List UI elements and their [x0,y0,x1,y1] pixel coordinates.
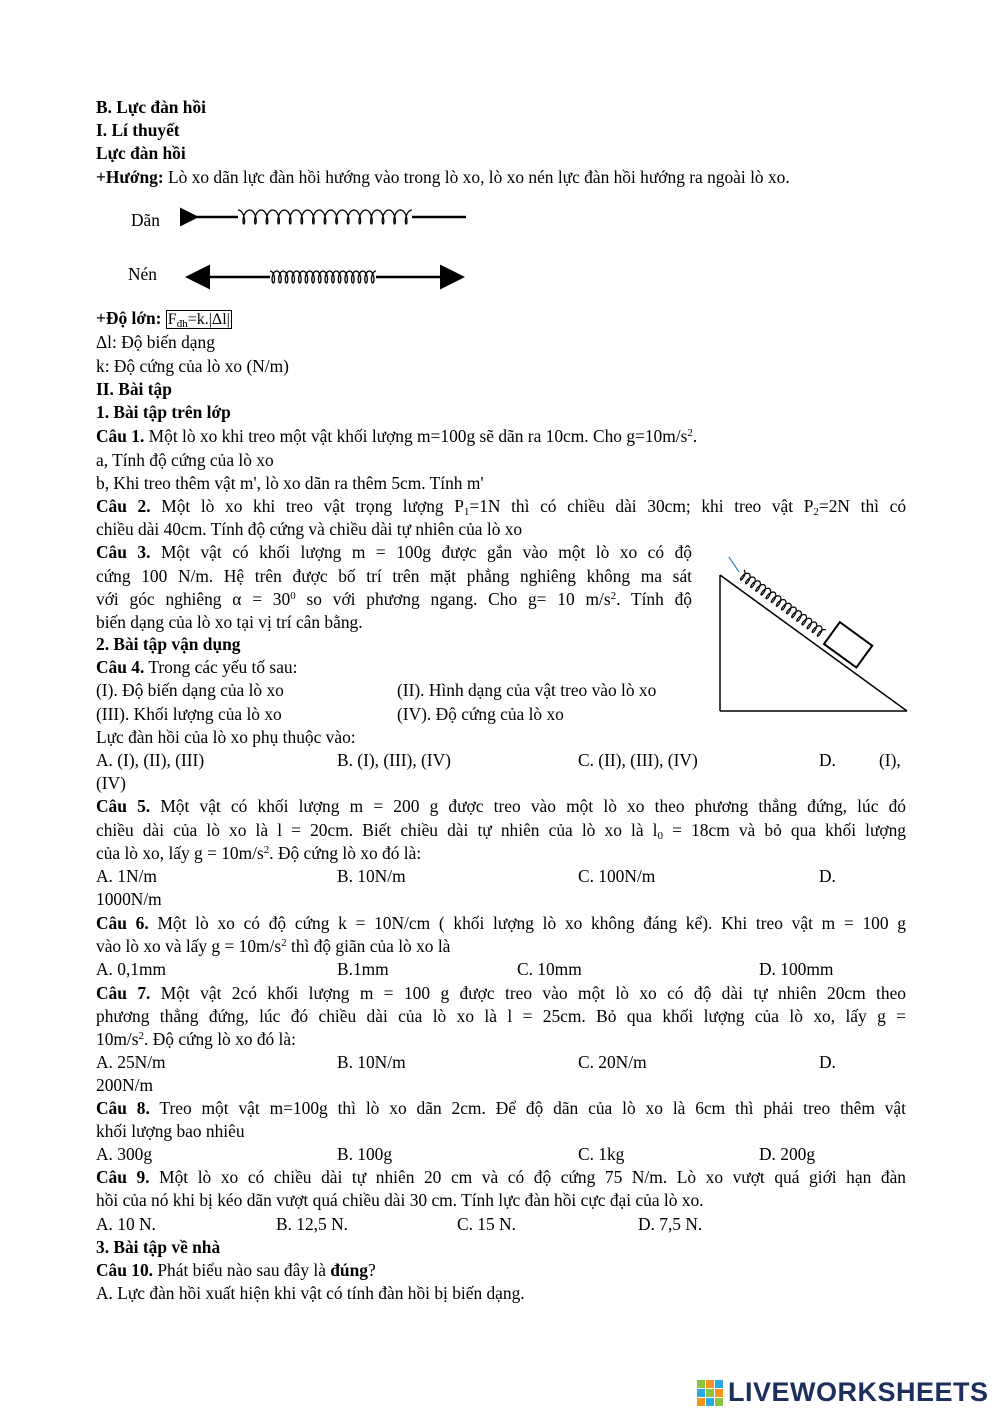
q5-line-1: Câu 5. Một vật có khối lượng m = 200 g được treo vào một lò xo theo phương thẳng đứng, lúc đó [96,796,906,816]
direction-text: Lò xo dãn lực đàn hồi hướng vào trong lò xo, lò xo nén lực đàn hồi hướng ra ngoài lò xo. [163,167,790,187]
home-exercises-title: 3. Bài tập về nhà [96,1237,221,1257]
q3-line-1: Câu 3. Một vật có khối lượng m = 100g được gắn vào một lò xo có độ [96,542,692,562]
q3-line-2: cứng 100 N/m. Hệ trên được bố trí trên mặt phẳng nghiêng không ma sát [96,566,692,586]
direction-line [96,166,906,188]
stretched-label: Dãn [131,210,160,230]
q10-option-a: A. Lực đàn hồi xuất hiện khi vật có tính đàn hồi bị biến dạng. [96,1283,525,1303]
q1-part-a: a, Tính độ cứng của lò xo [96,450,274,470]
compressed-coil [270,271,376,283]
magnitude-label: +Độ lớn: [96,308,162,328]
exercises-title: II. Bài tập [96,379,172,399]
q8-line-1: Câu 8. Treo một vật m=100g thì lò xo dãn 2cm. Để độ dãn của lò xo là 6cm thì phải treo thêm vật [96,1098,906,1118]
q2-line-1: Câu 2. Một lò xo khi treo vật trọng lượng $P_1=1N$ thì có chiều dài 30cm; khi treo vật $P_2=2N$ thì có [96,496,907,518]
q7-option-d-cont: 200N/m [96,1075,154,1095]
q4-option-d-cont: (IV) [96,773,126,793]
incline-wall-mount [729,557,739,572]
q6-line-2: vào lò xo và lấy $g = 10m/s^2$ thì độ giãn của lò xo là [96,936,451,956]
stretched-coil [238,210,412,224]
theory-subtitle: Lực đàn hồi [96,143,186,163]
q8-line-2: khối lượng bao nhiêu [96,1121,245,1141]
theory-title: I. Lí thuyết [96,120,180,140]
q7-line-2: phương thẳng đứng, lúc đó chiều dài của lò xo là l = 25cm. Bỏ qua khối lượng của lò xo, lấy g = [96,1006,906,1026]
q2-line-2: chiều dài 40cm. Tính độ cứng và chiều dài tự nhiên của lò xo [96,519,523,539]
q6-line-1: Câu 6. Một lò xo có độ cứng k = 10N/cm ( khối lượng lò xo không đáng kể). Khi treo vật m = 100 g [96,913,906,933]
q4-text: Câu 4. Trong các yếu tố sau: [96,657,298,677]
stretched-spring [194,210,466,224]
q5-line-3: của lò xo, lấy $g = 10m/s^2$. Độ cứng lò xo đó là: [96,843,422,863]
k-definition: k: Độ cứng của lò xo (N/m) [96,356,289,376]
liveworksheets-brand: LIVEWORKSHEETS [728,1377,989,1407]
q5-line-2: chiều dài của lò xo là l = 20cm. Biết chiều dài tự nhiên của lò xo là $l_0 = 18cm$ và bỏ qua khối lượng [96,820,906,842]
q7-line-3: $10m/s^2$. Độ cứng lò xo đó là: [96,1029,296,1049]
class-exercises-title: 1. Bài tập trên lớp [96,402,231,422]
section-title: B. Lực đàn hồi [96,97,206,117]
compressed-label: Nén [128,264,157,284]
delta-l-definition: Δl: Độ biến dạng [96,332,215,352]
q7-line-1: Câu 7. Một vật 2có khối lượng m = 100 g được treo vào một lò xo có độ dài tự nhiên 20cm theo [96,983,906,1003]
compressed-spring [190,271,460,283]
q3-line-3: với góc nghiêng $\alpha = 30^0$ so với phương ngang. Cho g= 10 $m/s^2$. Tính độ [96,589,692,609]
liveworksheets-logo-icon [697,1376,725,1410]
direction-label: +Hướng: [96,167,164,187]
q9-line-1: Câu 9. Một lò xo có chiều dài tự nhiên 20 cm và có độ cứng 75 N/m. Lò xo vượt quá giới hạn đàn [96,1167,906,1187]
q4-question: Lực đàn hồi của lò xo phụ thuộc vào: [96,727,356,747]
q1-text: Câu 1. Một lò xo khi treo một vật khối lượng m=100g sẽ dãn ra 10cm. Cho $g=10m/s^2$. [96,426,698,446]
q3-line-4: biến dạng của lò xo tại vị trí cân bằng. [96,612,363,632]
applied-title: 2. Bài tập vận dụng [96,634,241,654]
formula-box: $F_{đh}=k.|\Delta l|$ [167,311,230,330]
spring-diagram [180,200,480,295]
q1-part-b: b, Khi treo thêm vật m', lò xo dãn ra thêm 5cm. Tính m' [96,473,484,493]
magnitude-line [96,307,906,331]
q9-line-2: hồi của nó khi bị kéo dãn vượt quá chiều dài 30 cm. Tính lực đàn hồi cực đại của lò xo. [96,1190,704,1210]
q5-option-d-cont: 1000N/m [96,889,162,909]
incline-spring [740,570,826,636]
q10-text: Câu 10. Phát biểu nào sau đây là đúng? [96,1260,376,1280]
